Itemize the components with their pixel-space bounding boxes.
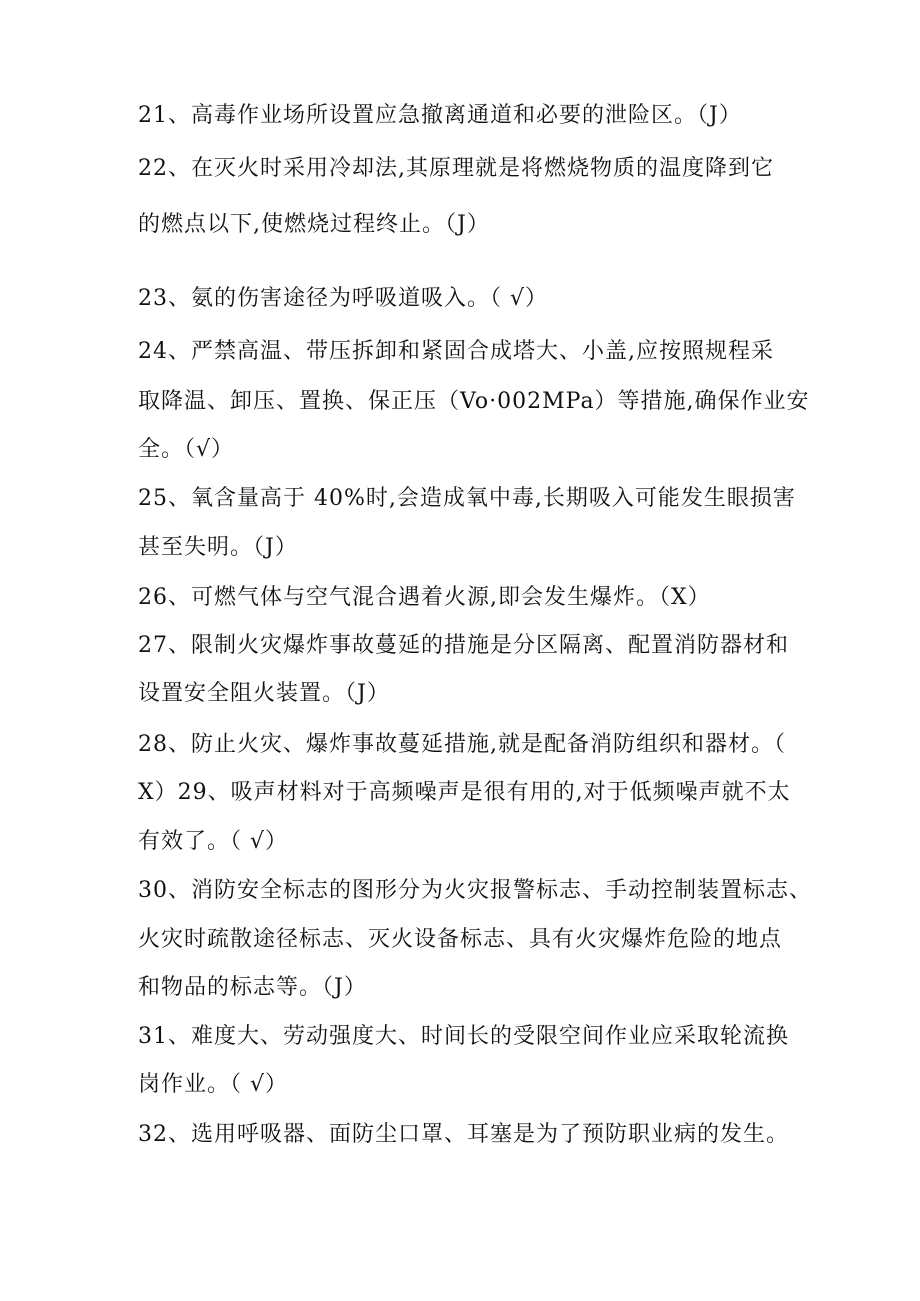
text-line-q24-c: 全。（√）: [138, 437, 235, 462]
text-line-q26: 26、可燃气体与空气混合遇着火源,即会发生爆炸。（X）: [138, 585, 711, 610]
text-line-q24-a: 24、严禁高温、带压拆卸和紧固合成塔大、小盖,应按照规程采: [138, 339, 774, 364]
text-line-q30-c: 和物品的标志等。（J）: [138, 975, 367, 1000]
text-line-q31-b: 岗作业。（ √）: [138, 1072, 289, 1097]
text-line-q25-b: 甚至失明。（J）: [138, 535, 298, 560]
text-line-q24-b: 取降温、卸压、置换、保正压（Vo·002MPa）等措施,确保作业安: [138, 389, 810, 414]
text-line-q22-a: 22、在灭火时采用冷却法,其原理就是将燃烧物质的温度降到它: [138, 156, 774, 181]
text-line-q28-q29: X）29、吸声材料对于高频噪声是很有用的,对于低频噪声就不太: [138, 780, 791, 805]
text-line-q25-a: 25、氧含量高于 40%时,会造成氧中毒,长期吸入可能发生眼损害: [138, 486, 796, 511]
text-line-q21: 21、高毒作业场所设置应急撤离通道和必要的泄险区。（J）: [138, 103, 742, 128]
text-line-q27-b: 设置安全阻火装置。（J）: [138, 681, 390, 706]
text-line-q23: 23、氨的伤害途径为呼吸道吸入。（ √）: [138, 286, 549, 311]
text-line-q31-a: 31、难度大、劳动强度大、时间长的受限空间作业应采取轮流换: [138, 1024, 789, 1049]
text-line-q22-b: 的燃点以下,使燃烧过程终止。（J）: [138, 212, 490, 237]
text-line-q30-a: 30、消防安全标志的图形分为火灾报警标志、手动控制装置标志、: [138, 878, 812, 903]
text-line-q28: 28、防止火灾、爆炸事故蔓延措施,就是配备消防组织和器材。（: [138, 732, 786, 757]
text-line-q29: 有效了。（ √）: [138, 829, 289, 854]
text-line-q32: 32、选用呼吸器、面防尘口罩、耳塞是为了预防职业病的发生。: [138, 1122, 789, 1147]
text-line-q30-b: 火灾时疏散途径标志、灭火设备标志、具有火灾爆炸危险的地点: [138, 927, 783, 952]
text-line-q27-a: 27、限制火灾爆炸事故蔓延的措施是分区隔离、配置消防器材和: [138, 633, 789, 658]
